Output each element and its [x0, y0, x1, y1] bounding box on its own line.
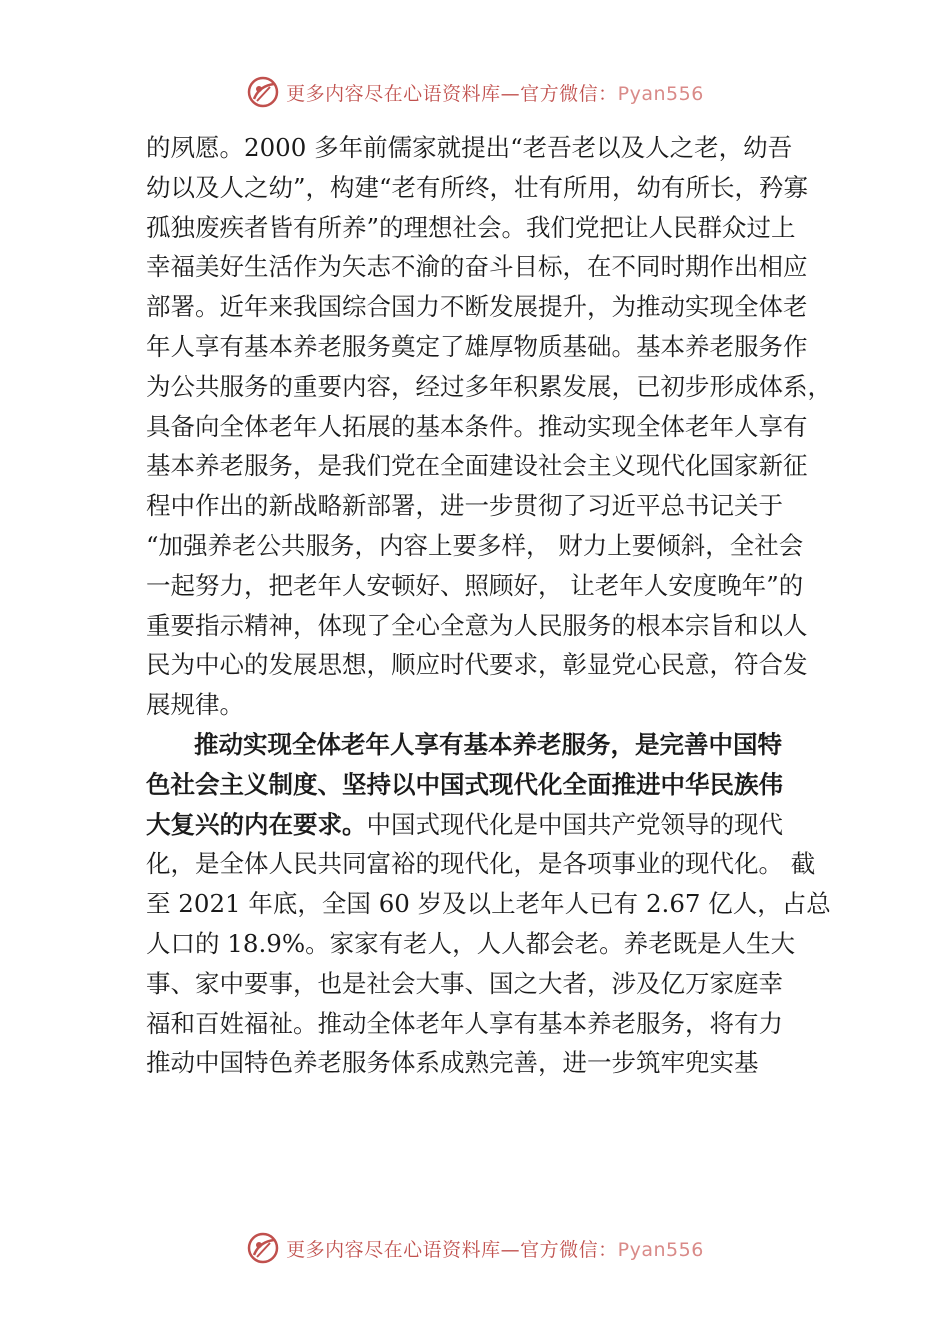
text-line: 年人享有基本养老服务奠定了雄厚物质基础。基本养老服务作	[146, 331, 808, 361]
paragraph-2	[146, 725, 836, 1083]
header-banner	[0, 72, 950, 112]
text-line: 孤独废疾者皆有所养”的理想社会。我们党把让人民群众过上	[146, 212, 796, 242]
regular-text: 中国式现代化是	[366, 809, 538, 839]
text-line: 推动中国特色养老服务体系成熟完善，进一步筑牢兜实基	[146, 1048, 759, 1078]
footer-wechat-id: Pyan556	[617, 1238, 704, 1261]
text-line: 人口的 18.9%。家家有老人，人人都会老。养老既是人生大	[146, 928, 796, 958]
regular-text: 中国共产党领导的现代	[538, 809, 783, 839]
text-line: 幸福美好生活作为矢志不渝的奋斗目标，在不同时期作出相应	[146, 252, 808, 282]
logo-icon	[246, 75, 280, 109]
text-line: 部署。近年来我国综合国力不断发展提升，为推动实现全体老	[146, 292, 808, 322]
text-line: 色社会主义制度、坚持以中国式现代化全面推进中华民族伟	[146, 769, 783, 799]
text-line: 推动实现全体老年人享有基本养老服务，是完善中国特	[194, 729, 782, 759]
text-line: 为公共服务的重要内容，经过多年积累发展，已初步形成体系，	[146, 371, 832, 401]
paragraph-1	[146, 128, 836, 725]
text-line: 事、家中要事，也是社会大事、国之大者，涉及亿万家庭幸	[146, 968, 783, 998]
text-line: 重要指示精神，体现了全心全意为人民服务的根本宗旨和以人	[146, 610, 808, 640]
document-body	[146, 128, 836, 1083]
logo-icon	[246, 1231, 280, 1265]
text-line: 展规律。	[146, 690, 244, 720]
text-line: 幼以及人之幼”，构建“老有所终，壮有所用，幼有所长，矜寡	[146, 172, 809, 202]
text-line: “加强养老公共服务，内容上要多样， 财力上要倾斜，全社会	[146, 530, 804, 560]
text-line: 基本养老服务，是我们党在全面建设社会主义现代化国家新征	[146, 451, 808, 481]
footer-banner	[0, 1228, 950, 1268]
header-wechat-id: Pyan556	[617, 82, 704, 105]
text-line: 民为中心的发展思想，顺应时代要求，彰显党心民意，符合发	[146, 650, 808, 680]
text-line: 化，是全体人民共同富裕的现代化，是各项事业的现代化。 截	[146, 849, 816, 879]
bold-text: 大复兴的内在要求。	[146, 809, 367, 839]
header-banner-text: 更多内容尽在心语资料库—官方微信：Pyan556	[286, 82, 704, 105]
text-line: 一起努力，把老年人安顿好、照顾好， 让老年人安度晚年”的	[146, 570, 804, 600]
text-line: 程中作出的新战略新部署，进一步贯彻了习近平总书记关于	[146, 491, 783, 521]
text-line: 的夙愿。2000 多年前儒家就提出“老吾老以及人之老，幼吾	[146, 133, 793, 162]
text-line: 至 2021 年底，全国 60 岁及以上老年人已有 2.67 亿人，占总	[146, 889, 831, 919]
footer-banner-text: 更多内容尽在心语资料库—官方微信：Pyan556	[286, 1238, 704, 1261]
text-line: 福和百姓福祉。推动全体老年人享有基本养老服务，将有力	[146, 1008, 783, 1038]
text-line	[146, 805, 836, 845]
text-line: 具备向全体老年人拓展的基本条件。推动实现全体老年人享有	[146, 411, 808, 441]
